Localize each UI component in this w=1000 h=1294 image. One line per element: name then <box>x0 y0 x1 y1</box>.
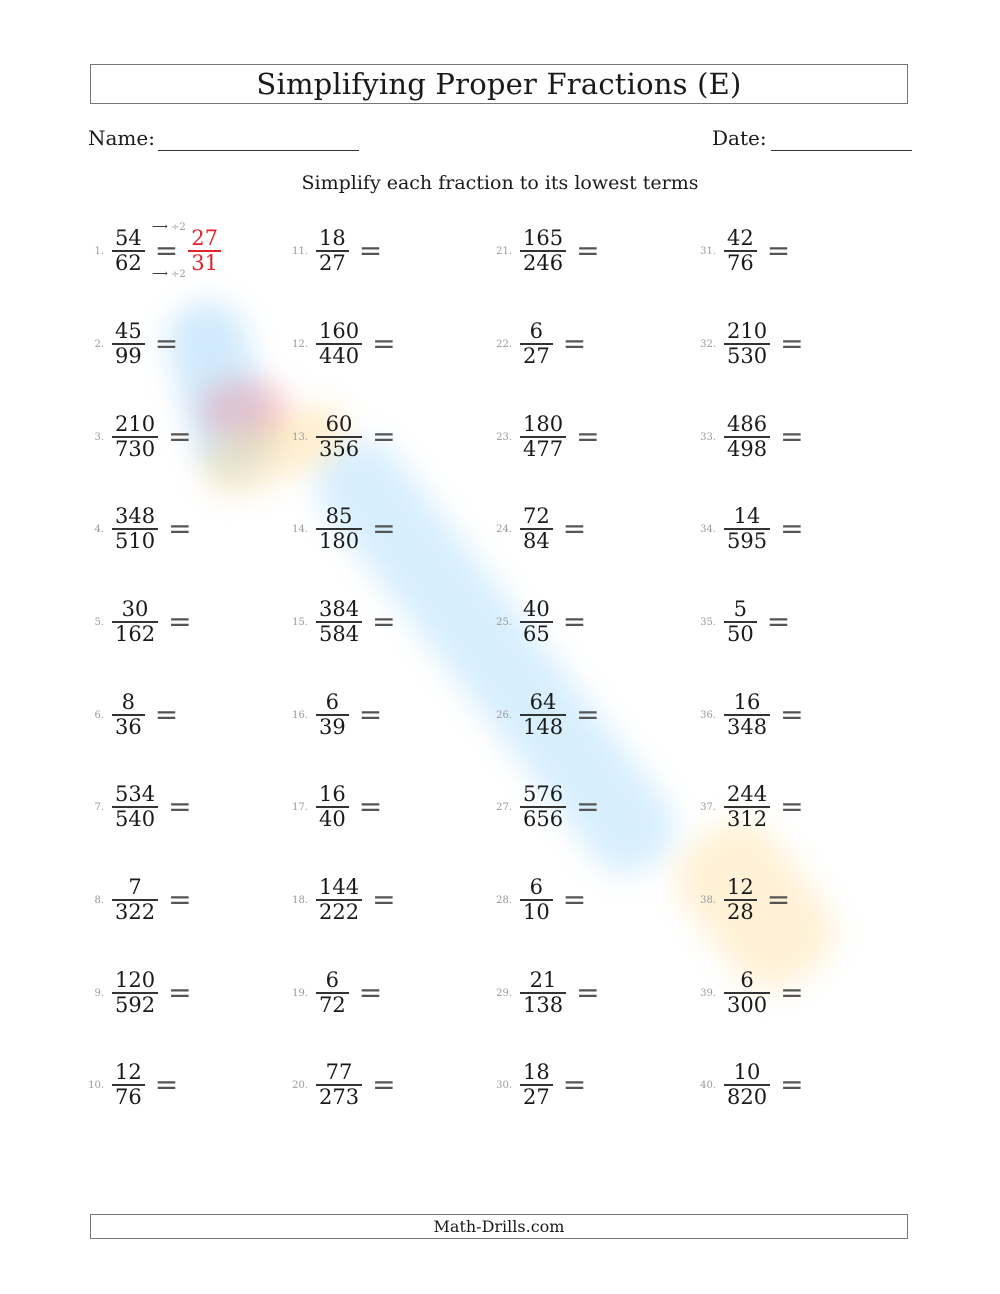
fraction <box>520 969 566 1017</box>
numerator: 5 <box>733 597 748 621</box>
numerator: 14 <box>733 504 761 528</box>
problem-number: 2. <box>94 338 104 350</box>
numerator: 160 <box>319 319 360 343</box>
denominator: 440 <box>316 343 362 368</box>
divide-hint: ÷2 <box>170 222 186 233</box>
denominator: 356 <box>316 436 362 461</box>
numerator: 42 <box>727 226 754 250</box>
equals-sign: = <box>372 605 396 638</box>
numerator: 16 <box>733 690 761 714</box>
fraction <box>520 691 566 739</box>
numerator: 18 <box>319 226 346 250</box>
problem-number: 39. <box>700 987 716 999</box>
problem-number: 18. <box>292 894 308 906</box>
denominator: 246 <box>520 250 566 275</box>
fraction <box>112 413 158 461</box>
equals-sign: = <box>576 698 600 731</box>
equals-sign: = <box>780 420 804 453</box>
numerator: 348 <box>115 504 156 528</box>
arrow-right-icon: ⟶ <box>152 267 168 280</box>
denominator: 348 <box>724 714 770 739</box>
problem-item <box>490 963 600 1023</box>
fraction <box>724 320 770 368</box>
equals-sign: = <box>168 790 192 823</box>
problem-item <box>286 407 396 467</box>
equals-sign: = <box>780 976 804 1009</box>
equals-sign: = <box>358 234 383 267</box>
denominator: 510 <box>112 528 158 553</box>
problem-item <box>694 499 804 559</box>
answer-denominator: 31 <box>188 250 221 275</box>
name-label: Name: <box>88 126 155 150</box>
watermark-red <box>200 380 290 440</box>
problem-number: 36. <box>700 709 716 721</box>
fraction <box>316 320 362 368</box>
numerator: 534 <box>115 782 156 806</box>
equals-sign: = <box>780 512 804 545</box>
denominator: 820 <box>724 1084 770 1109</box>
equals-sign: = <box>168 605 192 638</box>
fraction <box>724 783 770 831</box>
denominator: 300 <box>724 992 770 1017</box>
arrow-right-icon: ⟶ <box>152 220 168 233</box>
denominator: 180 <box>316 528 362 553</box>
numerator: 6 <box>529 875 544 899</box>
fraction <box>724 1061 770 1109</box>
problem-item <box>82 499 192 559</box>
denominator: 530 <box>724 343 770 368</box>
problem-item <box>490 592 586 652</box>
problem-number: 37. <box>700 801 716 813</box>
problem-item <box>286 963 382 1023</box>
equals-sign: = <box>576 420 600 453</box>
equals-sign: = <box>358 790 383 823</box>
problem-item <box>694 1055 804 1115</box>
equals-sign: = <box>576 976 600 1009</box>
denominator: 138 <box>520 992 566 1017</box>
denominator: 162 <box>112 621 158 646</box>
fraction <box>316 413 362 461</box>
problem-item <box>490 314 586 374</box>
denominator: 28 <box>724 899 757 924</box>
problem-number: 14. <box>292 523 308 535</box>
problem-item <box>490 1055 586 1115</box>
problem-item <box>286 314 396 374</box>
numerator: 40 <box>523 597 550 621</box>
denominator: 595 <box>724 528 770 553</box>
problem-item <box>286 870 396 930</box>
problem-number: 9. <box>94 987 104 999</box>
fraction <box>520 413 566 461</box>
problem-item <box>694 592 790 652</box>
equals-sign: = <box>780 698 804 731</box>
equals-sign: = <box>372 883 396 916</box>
equals-sign: = <box>154 1068 179 1101</box>
fraction <box>112 227 145 275</box>
equals-sign: = <box>562 1068 587 1101</box>
problem-number: 26. <box>496 709 512 721</box>
problem-item <box>286 499 396 559</box>
denominator: 36 <box>112 714 145 739</box>
numerator: 18 <box>523 1060 550 1084</box>
denominator: 10 <box>520 899 553 924</box>
numerator: 6 <box>529 319 544 343</box>
fraction <box>724 598 757 646</box>
footer-text: Math-Drills.com <box>433 1217 565 1236</box>
problem-number: 17. <box>292 801 308 813</box>
fraction <box>316 505 362 553</box>
numerator: 54 <box>115 226 142 250</box>
numerator: 64 <box>529 690 557 714</box>
problem-number: 23. <box>496 431 512 443</box>
fraction <box>316 876 362 924</box>
numerator: 10 <box>733 1060 761 1084</box>
numerator: 72 <box>523 504 550 528</box>
equals-sign: = <box>154 698 179 731</box>
problem-number: 13. <box>292 431 308 443</box>
numerator: 210 <box>727 319 768 343</box>
fraction <box>520 598 553 646</box>
problem-number: 12. <box>292 338 308 350</box>
numerator: 120 <box>115 968 156 992</box>
problem-number: 4. <box>94 523 104 535</box>
problem-number: 7. <box>94 801 104 813</box>
equals-sign: = <box>154 234 179 267</box>
numerator: 60 <box>325 412 353 436</box>
equals-sign: = <box>358 976 383 1009</box>
equals-sign: = <box>372 512 396 545</box>
denominator: 477 <box>520 436 566 461</box>
problem-item <box>490 870 586 930</box>
equals-sign: = <box>168 420 192 453</box>
problem-item <box>82 777 192 837</box>
equals-sign: = <box>766 605 791 638</box>
problem-number: 5. <box>94 616 104 628</box>
denominator: 656 <box>520 806 566 831</box>
equals-sign: = <box>766 883 791 916</box>
numerator: 77 <box>325 1060 353 1084</box>
instructions: Simplify each fraction to its lowest terms <box>301 172 699 194</box>
equals-sign: = <box>358 698 383 731</box>
equals-sign: = <box>766 234 791 267</box>
problem-number: 6. <box>94 709 104 721</box>
fraction <box>112 505 158 553</box>
fraction <box>316 598 362 646</box>
numerator: 165 <box>523 226 564 250</box>
fraction <box>724 505 770 553</box>
denominator: 50 <box>724 621 757 646</box>
hint-top <box>152 220 186 233</box>
problem-number: 11. <box>292 245 308 257</box>
problem-number: 10. <box>88 1079 104 1091</box>
worksheet-title: Simplifying Proper Fractions (E) <box>256 67 742 101</box>
date-field[interactable] <box>771 150 912 151</box>
date-label: Date: <box>712 126 767 150</box>
equals-sign: = <box>562 327 587 360</box>
problem-item <box>82 314 178 374</box>
fraction <box>316 969 349 1017</box>
problem-item <box>286 777 382 837</box>
problem-item <box>694 407 804 467</box>
divide-hint: ÷2 <box>170 269 186 280</box>
problem-number: 34. <box>700 523 716 535</box>
answer-numerator: 27 <box>191 226 218 250</box>
fraction <box>316 227 349 275</box>
fraction <box>520 320 553 368</box>
equals-sign: = <box>576 790 600 823</box>
denominator: 222 <box>316 899 362 924</box>
numerator: 6 <box>325 690 340 714</box>
problem-item <box>694 685 804 745</box>
problem-item <box>694 314 804 374</box>
fraction <box>724 413 770 461</box>
problem-item <box>490 499 586 559</box>
problem-number: 3. <box>94 431 104 443</box>
denominator: 39 <box>316 714 349 739</box>
denominator: 322 <box>112 899 158 924</box>
fraction <box>316 691 349 739</box>
equals-sign: = <box>780 790 804 823</box>
fraction <box>724 691 770 739</box>
denominator: 312 <box>724 806 770 831</box>
fraction <box>520 1061 553 1109</box>
problem-number: 8. <box>94 894 104 906</box>
numerator: 6 <box>740 968 754 992</box>
denominator: 27 <box>316 250 349 275</box>
equals-sign: = <box>372 1068 396 1101</box>
fraction <box>724 876 757 924</box>
problem-number: 21. <box>496 245 512 257</box>
problem-number: 20. <box>292 1079 308 1091</box>
problem-item <box>82 407 192 467</box>
fraction <box>316 1061 362 1109</box>
fraction <box>112 598 158 646</box>
fraction <box>520 876 553 924</box>
fraction <box>316 783 349 831</box>
problem-item <box>286 1055 396 1115</box>
equals-sign: = <box>372 327 396 360</box>
denominator: 584 <box>316 621 362 646</box>
equals-sign: = <box>154 327 179 360</box>
denominator: 62 <box>112 250 145 275</box>
numerator: 7 <box>128 875 142 899</box>
problem-item <box>490 777 600 837</box>
fraction <box>520 227 566 275</box>
problem-item <box>694 963 804 1023</box>
numerator: 210 <box>115 412 156 436</box>
denominator: 148 <box>520 714 566 739</box>
problem-item <box>286 221 382 281</box>
problem-number: 24. <box>496 523 512 535</box>
problem-item <box>82 870 192 930</box>
problem-item <box>82 685 178 745</box>
equals-sign: = <box>168 512 192 545</box>
problem-number: 16. <box>292 709 308 721</box>
denominator: 99 <box>112 343 145 368</box>
problem-number: 35. <box>700 616 716 628</box>
denominator: 592 <box>112 992 158 1017</box>
denominator: 76 <box>112 1084 145 1109</box>
problem-item <box>490 407 600 467</box>
answer-fraction <box>188 227 221 275</box>
denominator: 27 <box>520 1084 553 1109</box>
problem-item <box>694 870 790 930</box>
numerator: 30 <box>121 597 149 621</box>
fraction <box>520 783 566 831</box>
problem-item <box>694 777 804 837</box>
denominator: 730 <box>112 436 158 461</box>
numerator: 6 <box>325 968 340 992</box>
problem-number: 28. <box>496 894 512 906</box>
denominator: 27 <box>520 343 553 368</box>
fraction <box>520 505 553 553</box>
equals-sign: = <box>168 883 192 916</box>
fraction <box>112 876 158 924</box>
fraction <box>724 969 770 1017</box>
numerator: 8 <box>121 690 136 714</box>
equals-sign: = <box>576 234 600 267</box>
problem-number: 19. <box>292 987 308 999</box>
denominator: 498 <box>724 436 770 461</box>
problem-number: 27. <box>496 801 512 813</box>
problem-number: 32. <box>700 338 716 350</box>
equals-sign: = <box>372 420 396 453</box>
denominator: 84 <box>520 528 553 553</box>
worksheet-title-box <box>90 64 908 104</box>
denominator: 40 <box>316 806 349 831</box>
numerator: 576 <box>523 782 564 806</box>
fraction <box>724 227 757 275</box>
problem-item <box>694 221 790 281</box>
denominator: 76 <box>724 250 757 275</box>
numerator: 180 <box>523 412 564 436</box>
problem-number: 29. <box>496 987 512 999</box>
problem-item <box>490 685 600 745</box>
equals-sign: = <box>562 883 587 916</box>
numerator: 244 <box>727 782 768 806</box>
numerator: 12 <box>727 875 754 899</box>
problem-item <box>82 592 192 652</box>
denominator: 540 <box>112 806 158 831</box>
problem-number: 40. <box>700 1079 716 1091</box>
problem-number: 25. <box>496 616 512 628</box>
problem-item <box>82 963 192 1023</box>
problem-item <box>82 1055 178 1115</box>
numerator: 21 <box>529 968 557 992</box>
problem-item <box>286 592 396 652</box>
numerator: 45 <box>115 319 142 343</box>
numerator: 16 <box>319 782 346 806</box>
numerator: 144 <box>319 875 360 899</box>
denominator: 65 <box>520 621 553 646</box>
problem-number: 15. <box>292 616 308 628</box>
numerator: 486 <box>727 412 768 436</box>
equals-sign: = <box>562 512 587 545</box>
denominator: 273 <box>316 1084 362 1109</box>
hint-bottom <box>152 267 186 280</box>
problem-number: 1. <box>94 245 104 257</box>
numerator: 384 <box>319 597 360 621</box>
fraction <box>112 691 145 739</box>
denominator: 72 <box>316 992 349 1017</box>
equals-sign: = <box>562 605 587 638</box>
equals-sign: = <box>780 1068 804 1101</box>
fraction <box>112 969 158 1017</box>
problem-item <box>286 685 382 745</box>
problem-number: 30. <box>496 1079 512 1091</box>
problem-number: 38. <box>700 894 716 906</box>
numerator: 12 <box>115 1060 142 1084</box>
equals-sign: = <box>168 976 192 1009</box>
fraction <box>112 320 145 368</box>
problem-number: 33. <box>700 431 716 443</box>
equals-sign: = <box>780 327 804 360</box>
name-field[interactable] <box>158 150 359 151</box>
fraction <box>112 1061 145 1109</box>
fraction <box>112 783 158 831</box>
problem-number: 22. <box>496 338 512 350</box>
problem-number: 31. <box>700 245 716 257</box>
footer-box <box>90 1214 908 1239</box>
problem-item <box>490 221 600 281</box>
numerator: 85 <box>325 504 353 528</box>
